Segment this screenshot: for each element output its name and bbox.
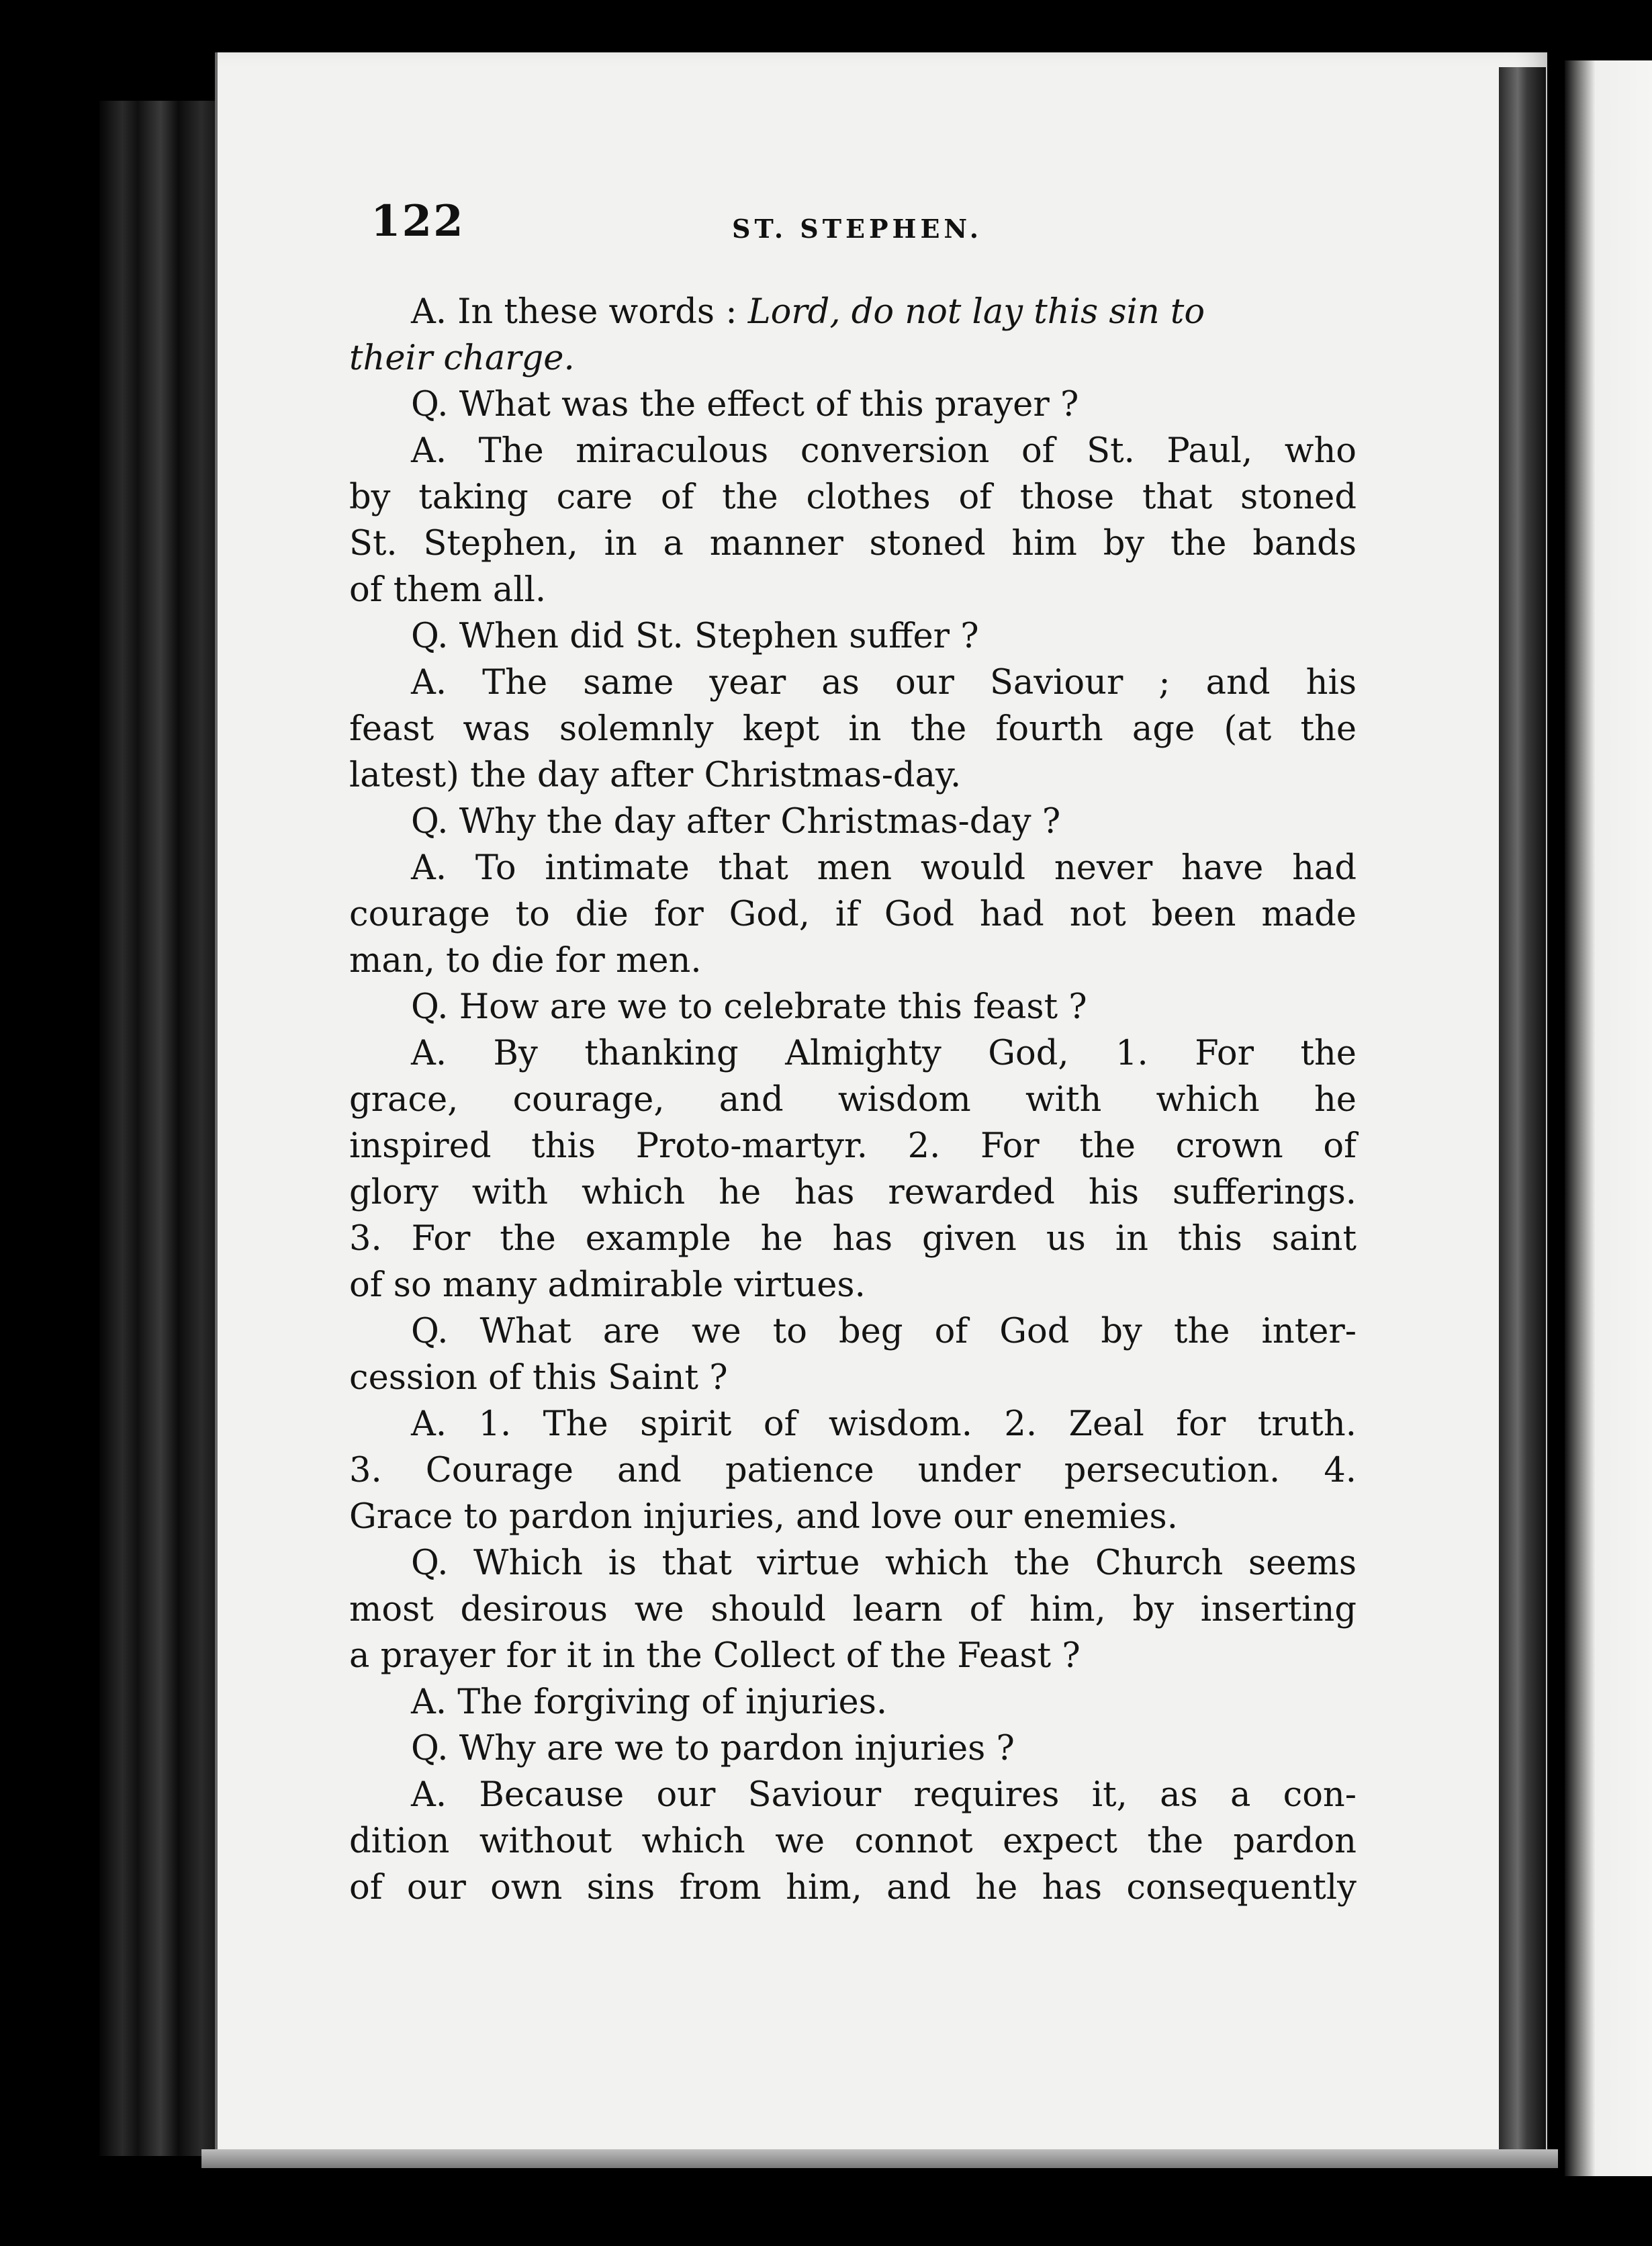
text-line: Q. How are we to celebrate this feast ? — [411, 987, 1087, 1027]
text-line: courage to die for God, if God had not been made — [349, 895, 1357, 934]
running-header — [371, 196, 1378, 257]
text-line: cession of this Saint ? — [349, 1358, 728, 1398]
text-line: Q. Why are we to pardon injuries ? — [411, 1729, 1015, 1768]
text-line: A. By thanking Almighty God, 1. For the — [411, 1034, 1357, 1073]
text-line — [349, 289, 1357, 335]
page-fore-edge — [1499, 67, 1546, 2163]
text-line: a prayer for it in the Collect of the Feast ? — [349, 1636, 1081, 1676]
text-line: of so many admirable virtues. — [349, 1265, 866, 1305]
text-line: latest) the day after Christmas-day. — [349, 756, 962, 795]
running-title: ST. STEPHEN. — [732, 214, 982, 244]
text-line: Q. Which is that virtue which the Church seems — [411, 1543, 1357, 1583]
text-line: A. The forgiving of injuries. — [411, 1682, 888, 1722]
italic-quote: Lord, do not lay this sin to — [747, 292, 1205, 332]
text-line: A. Because our Saviour requires it, as a con- — [411, 1775, 1357, 1815]
text-line: Grace to pardon injuries, and love our enemies. — [349, 1497, 1178, 1537]
book-binding — [99, 101, 227, 2156]
text-line: St. Stephen, in a manner stoned him by the bands — [349, 524, 1357, 564]
text-run: A. In these words : — [411, 292, 748, 332]
text-line: Q. When did St. Stephen suffer ? — [411, 617, 979, 656]
text-line: 3. Courage and patience under persecution. 4. — [349, 1451, 1357, 1490]
page-body — [349, 289, 1357, 1911]
text-line: Q. What was the effect of this prayer ? — [411, 385, 1079, 424]
text-line: A. The same year as our Saviour ; and his — [411, 663, 1357, 703]
text-line: inspired this Proto-martyr. 2. For the crown of — [349, 1126, 1357, 1166]
page-number: 122 — [371, 196, 465, 246]
text-line: of our own sins from him, and he has consequently — [349, 1868, 1357, 1907]
page-bottom-edge — [201, 2149, 1558, 2168]
text-line: of them all. — [349, 570, 547, 610]
text-line: A. To intimate that men would never have had — [411, 848, 1357, 888]
text-line: grace, courage, and wisdom with which he — [349, 1080, 1357, 1120]
text-line: man, to die for men. — [349, 941, 702, 981]
text-line: their charge. — [349, 339, 575, 378]
text-line: A. The miraculous conversion of St. Paul, who — [411, 431, 1357, 471]
text-line: 3. For the example he has given us in this saint — [349, 1219, 1357, 1259]
text-line: Q. What are we to beg of God by the inter- — [411, 1312, 1357, 1351]
text-line: dition without which we connot expect the pardon — [349, 1822, 1357, 1861]
text-line: feast was solemnly kept in the fourth age (at the — [349, 709, 1357, 749]
text-line: A. 1. The spirit of wisdom. 2. Zeal for truth. — [411, 1404, 1357, 1444]
text-line: most desirous we should learn of him, by inserting — [349, 1590, 1357, 1629]
adjacent-page-edge — [1565, 60, 1652, 2176]
text-line: glory with which he has rewarded his sufferings. — [349, 1173, 1357, 1212]
text-line: by taking care of the clothes of those that stoned — [349, 478, 1357, 517]
text-line: Q. Why the day after Christmas-day ? — [411, 802, 1061, 842]
